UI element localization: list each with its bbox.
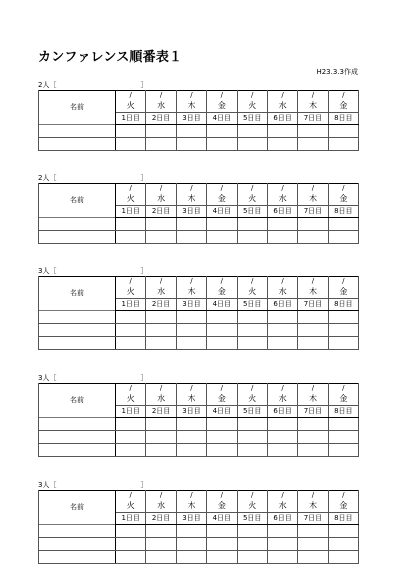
schedule-cell[interactable] — [176, 311, 206, 324]
weekday-cell: 水 — [267, 393, 297, 406]
name-header: 名前 — [39, 384, 116, 418]
member-name-cell[interactable] — [39, 138, 116, 151]
weekday-cell: 火 — [116, 286, 146, 299]
order-cell: 4日目 — [207, 513, 237, 525]
name-header: 名前 — [39, 184, 116, 218]
date-slash-cell[interactable]: / — [237, 91, 267, 101]
schedule-cell[interactable] — [116, 324, 146, 337]
schedule-cell[interactable] — [116, 418, 146, 431]
schedule-cell[interactable] — [267, 551, 297, 564]
schedule-cell[interactable] — [207, 337, 237, 350]
date-slash-cell[interactable]: / — [237, 277, 267, 287]
date-slash-cell[interactable]: / — [146, 491, 176, 501]
schedule-cell[interactable] — [328, 337, 358, 350]
schedule-cell[interactable] — [146, 444, 176, 457]
weekday-cell: 木 — [298, 393, 328, 406]
date-slash-cell[interactable]: / — [267, 384, 297, 394]
schedule-cell[interactable] — [267, 125, 297, 138]
date-slash-cell[interactable]: / — [237, 491, 267, 501]
schedule-cell[interactable] — [176, 431, 206, 444]
order-cell: 7日目 — [298, 299, 328, 311]
schedule-table-block — [38, 383, 359, 457]
member-row — [39, 125, 359, 138]
member-name-cell[interactable] — [39, 431, 116, 444]
schedule-cell[interactable] — [298, 218, 328, 231]
schedule-cell[interactable] — [267, 418, 297, 431]
weekday-cell: 木 — [176, 393, 206, 406]
schedule-cell[interactable] — [176, 525, 206, 538]
order-cell: 5日目 — [237, 299, 267, 311]
order-cell: 5日目 — [237, 206, 267, 218]
date-slash-cell[interactable]: / — [116, 384, 146, 394]
order-cell: 5日目 — [237, 113, 267, 125]
member-name-cell[interactable] — [39, 231, 116, 244]
weekday-cell: 火 — [116, 100, 146, 113]
schedule-cell[interactable] — [207, 138, 237, 151]
date-slash-cell[interactable]: / — [328, 491, 358, 501]
schedule-cell[interactable] — [207, 324, 237, 337]
schedule-cell[interactable] — [146, 125, 176, 138]
order-cell: 5日目 — [237, 513, 267, 525]
order-cell: 1日目 — [116, 299, 146, 311]
weekday-cell: 火 — [237, 193, 267, 206]
schedule-cell[interactable] — [237, 337, 267, 350]
date-slash-cell[interactable]: / — [328, 184, 358, 194]
weekday-cell: 水 — [146, 193, 176, 206]
date-slash-cell[interactable]: / — [207, 184, 237, 194]
schedule-cell[interactable] — [116, 218, 146, 231]
order-cell: 4日目 — [207, 299, 237, 311]
schedule-table — [38, 276, 359, 350]
member-name-cell[interactable] — [39, 418, 116, 431]
schedule-cell[interactable] — [328, 444, 358, 457]
weekday-cell: 金 — [207, 100, 237, 113]
weekday-cell: 木 — [298, 100, 328, 113]
schedule-cell[interactable] — [298, 525, 328, 538]
schedule-cell[interactable] — [267, 231, 297, 244]
date-slash-cell[interactable]: / — [146, 384, 176, 394]
schedule-cell[interactable] — [237, 324, 267, 337]
schedule-cell[interactable] — [267, 138, 297, 151]
schedule-table — [38, 490, 359, 564]
schedule-cell[interactable] — [116, 431, 146, 444]
schedule-cell[interactable] — [116, 138, 146, 151]
member-name-cell[interactable] — [39, 311, 116, 324]
weekday-cell: 火 — [116, 193, 146, 206]
schedule-cell[interactable] — [116, 551, 146, 564]
schedule-cell[interactable] — [237, 218, 267, 231]
schedule-cell[interactable] — [176, 538, 206, 551]
schedule-cell[interactable] — [328, 538, 358, 551]
date-slash-cell[interactable]: / — [176, 91, 206, 101]
schedule-cell[interactable] — [298, 311, 328, 324]
weekday-cell: 木 — [176, 286, 206, 299]
weekday-cell: 水 — [146, 393, 176, 406]
order-cell: 4日目 — [207, 113, 237, 125]
schedule-cell[interactable] — [237, 231, 267, 244]
schedule-cell[interactable] — [328, 218, 358, 231]
group-label: 2人［ ］ — [38, 81, 148, 89]
schedule-cell[interactable] — [267, 538, 297, 551]
header-row-date — [39, 91, 359, 101]
group-label: 3人［ ］ — [38, 481, 148, 489]
member-row — [39, 337, 359, 350]
order-cell: 2日目 — [146, 406, 176, 418]
order-cell: 4日目 — [207, 206, 237, 218]
weekday-cell: 水 — [146, 100, 176, 113]
date-slash-cell[interactable]: / — [267, 184, 297, 194]
page-title: カンファレンス順番表１ — [38, 50, 183, 65]
weekday-cell: 金 — [207, 393, 237, 406]
schedule-cell[interactable] — [207, 538, 237, 551]
schedule-cell[interactable] — [237, 538, 267, 551]
order-cell: 4日目 — [207, 406, 237, 418]
schedule-table-block — [38, 276, 359, 350]
member-name-cell[interactable] — [39, 218, 116, 231]
order-cell: 3日目 — [176, 113, 206, 125]
member-row — [39, 444, 359, 457]
weekday-cell: 水 — [267, 100, 297, 113]
schedule-cell[interactable] — [116, 444, 146, 457]
weekday-cell: 木 — [298, 193, 328, 206]
weekday-cell: 木 — [176, 100, 206, 113]
schedule-cell[interactable] — [328, 431, 358, 444]
schedule-cell[interactable] — [207, 125, 237, 138]
schedule-cell[interactable] — [116, 337, 146, 350]
order-cell: 7日目 — [298, 406, 328, 418]
order-cell: 2日目 — [146, 299, 176, 311]
schedule-cell[interactable] — [176, 231, 206, 244]
schedule-cell[interactable] — [237, 431, 267, 444]
date-slash-cell[interactable]: / — [176, 384, 206, 394]
member-row — [39, 431, 359, 444]
date-slash-cell[interactable]: / — [328, 91, 358, 101]
date-slash-cell[interactable]: / — [298, 91, 328, 101]
order-cell: 6日目 — [267, 406, 297, 418]
weekday-cell: 水 — [267, 193, 297, 206]
schedule-cell[interactable] — [328, 231, 358, 244]
name-header: 名前 — [39, 91, 116, 125]
schedule-cell[interactable] — [176, 551, 206, 564]
group-label: 3人［ ］ — [38, 267, 148, 275]
order-cell: 3日目 — [176, 206, 206, 218]
date-slash-cell[interactable]: / — [298, 184, 328, 194]
order-cell: 1日目 — [116, 513, 146, 525]
schedule-cell[interactable] — [207, 444, 237, 457]
member-row — [39, 525, 359, 538]
weekday-cell: 金 — [328, 286, 358, 299]
date-slash-cell[interactable]: / — [176, 491, 206, 501]
date-slash-cell[interactable]: / — [116, 91, 146, 101]
weekday-cell: 金 — [328, 500, 358, 513]
weekday-cell: 火 — [237, 393, 267, 406]
weekday-cell: 水 — [146, 286, 176, 299]
date-slash-cell[interactable]: / — [298, 277, 328, 287]
schedule-cell[interactable] — [237, 418, 267, 431]
schedule-table-block — [38, 90, 359, 151]
schedule-cell[interactable] — [207, 551, 237, 564]
member-row — [39, 218, 359, 231]
date-slash-cell[interactable]: / — [237, 184, 267, 194]
schedule-cell[interactable] — [298, 431, 328, 444]
created-date: H23.3.3作成 — [316, 68, 358, 76]
header-row-date — [39, 384, 359, 394]
schedule-cell[interactable] — [237, 444, 267, 457]
schedule-cell[interactable] — [328, 418, 358, 431]
schedule-cell[interactable] — [267, 431, 297, 444]
schedule-cell[interactable] — [298, 324, 328, 337]
schedule-cell[interactable] — [328, 551, 358, 564]
schedule-cell[interactable] — [298, 231, 328, 244]
date-slash-cell[interactable]: / — [298, 384, 328, 394]
schedule-cell[interactable] — [146, 431, 176, 444]
date-slash-cell[interactable]: / — [176, 184, 206, 194]
schedule-cell[interactable] — [267, 444, 297, 457]
member-name-cell[interactable] — [39, 525, 116, 538]
schedule-cell[interactable] — [116, 538, 146, 551]
schedule-cell[interactable] — [237, 311, 267, 324]
weekday-cell: 火 — [116, 500, 146, 513]
schedule-cell[interactable] — [146, 138, 176, 151]
schedule-cell[interactable] — [328, 138, 358, 151]
date-slash-cell[interactable]: / — [146, 91, 176, 101]
order-cell: 6日目 — [267, 513, 297, 525]
member-row — [39, 324, 359, 337]
schedule-cell[interactable] — [328, 125, 358, 138]
schedule-cell[interactable] — [298, 337, 328, 350]
date-slash-cell[interactable]: / — [207, 384, 237, 394]
order-cell: 2日目 — [146, 513, 176, 525]
schedule-cell[interactable] — [298, 538, 328, 551]
weekday-cell: 水 — [146, 500, 176, 513]
order-cell: 1日目 — [116, 206, 146, 218]
schedule-cell[interactable] — [237, 525, 267, 538]
schedule-cell[interactable] — [237, 551, 267, 564]
schedule-cell[interactable] — [176, 125, 206, 138]
schedule-cell[interactable] — [176, 444, 206, 457]
order-cell: 8日目 — [328, 299, 358, 311]
order-cell: 6日目 — [267, 299, 297, 311]
order-cell: 6日目 — [267, 113, 297, 125]
weekday-cell: 水 — [267, 286, 297, 299]
schedule-cell[interactable] — [176, 418, 206, 431]
member-name-cell[interactable] — [39, 324, 116, 337]
date-slash-cell[interactable]: / — [146, 184, 176, 194]
weekday-cell: 火 — [237, 100, 267, 113]
schedule-cell[interactable] — [207, 418, 237, 431]
header-row-date — [39, 184, 359, 194]
order-cell: 8日目 — [328, 113, 358, 125]
name-header: 名前 — [39, 277, 116, 311]
schedule-cell[interactable] — [146, 337, 176, 350]
schedule-cell[interactable] — [267, 525, 297, 538]
member-row — [39, 231, 359, 244]
member-row — [39, 538, 359, 551]
date-slash-cell[interactable]: / — [116, 277, 146, 287]
schedule-cell[interactable] — [237, 125, 267, 138]
schedule-cell[interactable] — [146, 218, 176, 231]
order-cell: 2日目 — [146, 113, 176, 125]
weekday-cell: 火 — [237, 500, 267, 513]
order-cell: 7日目 — [298, 206, 328, 218]
member-name-cell[interactable] — [39, 444, 116, 457]
header-row-date — [39, 491, 359, 501]
schedule-cell[interactable] — [146, 525, 176, 538]
schedule-cell[interactable] — [207, 218, 237, 231]
order-cell: 8日目 — [328, 513, 358, 525]
schedule-table — [38, 183, 359, 244]
date-slash-cell[interactable]: / — [328, 277, 358, 287]
member-row — [39, 551, 359, 564]
schedule-table-block — [38, 490, 359, 564]
order-cell: 1日目 — [116, 406, 146, 418]
member-name-cell[interactable] — [39, 538, 116, 551]
schedule-table — [38, 90, 359, 151]
schedule-cell[interactable] — [116, 525, 146, 538]
schedule-cell[interactable] — [298, 418, 328, 431]
schedule-cell[interactable] — [146, 551, 176, 564]
weekday-cell: 木 — [176, 500, 206, 513]
order-cell: 1日目 — [116, 113, 146, 125]
schedule-cell[interactable] — [146, 418, 176, 431]
schedule-cell[interactable] — [207, 311, 237, 324]
schedule-cell[interactable] — [176, 138, 206, 151]
order-cell: 8日目 — [328, 406, 358, 418]
schedule-cell[interactable] — [298, 444, 328, 457]
schedule-cell[interactable] — [207, 431, 237, 444]
date-slash-cell[interactable]: / — [267, 277, 297, 287]
order-cell: 6日目 — [267, 206, 297, 218]
schedule-cell[interactable] — [176, 337, 206, 350]
schedule-cell[interactable] — [116, 311, 146, 324]
member-name-cell[interactable] — [39, 337, 116, 350]
name-header: 名前 — [39, 491, 116, 525]
schedule-cell[interactable] — [298, 551, 328, 564]
schedule-cell[interactable] — [176, 218, 206, 231]
date-slash-cell[interactable]: / — [298, 491, 328, 501]
schedule-table-block — [38, 183, 359, 244]
order-cell: 3日目 — [176, 406, 206, 418]
date-slash-cell[interactable]: / — [116, 491, 146, 501]
weekday-cell: 火 — [237, 286, 267, 299]
schedule-cell[interactable] — [267, 337, 297, 350]
date-slash-cell[interactable]: / — [116, 184, 146, 194]
weekday-cell: 金 — [207, 286, 237, 299]
weekday-cell: 木 — [298, 286, 328, 299]
weekday-cell: 金 — [207, 193, 237, 206]
schedule-cell[interactable] — [146, 324, 176, 337]
header-row-date — [39, 277, 359, 287]
member-row — [39, 311, 359, 324]
order-cell: 3日目 — [176, 299, 206, 311]
schedule-cell[interactable] — [328, 311, 358, 324]
member-row — [39, 418, 359, 431]
order-cell: 8日目 — [328, 206, 358, 218]
weekday-cell: 木 — [298, 500, 328, 513]
schedule-cell[interactable] — [146, 538, 176, 551]
date-slash-cell[interactable]: / — [146, 277, 176, 287]
schedule-cell[interactable] — [146, 311, 176, 324]
order-cell: 2日目 — [146, 206, 176, 218]
schedule-cell[interactable] — [328, 324, 358, 337]
group-label: 2人［ ］ — [38, 174, 148, 182]
member-name-cell[interactable] — [39, 551, 116, 564]
date-slash-cell[interactable]: / — [267, 91, 297, 101]
weekday-cell: 水 — [267, 500, 297, 513]
weekday-cell: 金 — [328, 193, 358, 206]
schedule-cell[interactable] — [328, 525, 358, 538]
schedule-cell[interactable] — [146, 231, 176, 244]
weekday-cell: 金 — [328, 100, 358, 113]
group-label: 3人［ ］ — [38, 374, 148, 382]
date-slash-cell[interactable]: / — [207, 91, 237, 101]
schedule-cell[interactable] — [176, 324, 206, 337]
date-slash-cell[interactable]: / — [237, 384, 267, 394]
order-cell: 5日目 — [237, 406, 267, 418]
order-cell: 7日目 — [298, 113, 328, 125]
weekday-cell: 火 — [116, 393, 146, 406]
schedule-cell[interactable] — [207, 231, 237, 244]
schedule-cell[interactable] — [116, 125, 146, 138]
schedule-cell[interactable] — [267, 311, 297, 324]
schedule-cell[interactable] — [267, 324, 297, 337]
date-slash-cell[interactable]: / — [207, 491, 237, 501]
member-row — [39, 138, 359, 151]
schedule-cell[interactable] — [116, 231, 146, 244]
weekday-cell: 金 — [207, 500, 237, 513]
weekday-cell: 木 — [176, 193, 206, 206]
date-slash-cell[interactable]: / — [267, 491, 297, 501]
schedule-cell[interactable] — [298, 125, 328, 138]
weekday-cell: 金 — [328, 393, 358, 406]
schedule-cell[interactable] — [298, 138, 328, 151]
schedule-cell[interactable] — [207, 525, 237, 538]
order-cell: 7日目 — [298, 513, 328, 525]
schedule-table — [38, 383, 359, 457]
date-slash-cell[interactable]: / — [328, 384, 358, 394]
date-slash-cell[interactable]: / — [176, 277, 206, 287]
schedule-cell[interactable] — [267, 218, 297, 231]
member-name-cell[interactable] — [39, 125, 116, 138]
order-cell: 3日目 — [176, 513, 206, 525]
date-slash-cell[interactable]: / — [207, 277, 237, 287]
schedule-cell[interactable] — [237, 138, 267, 151]
